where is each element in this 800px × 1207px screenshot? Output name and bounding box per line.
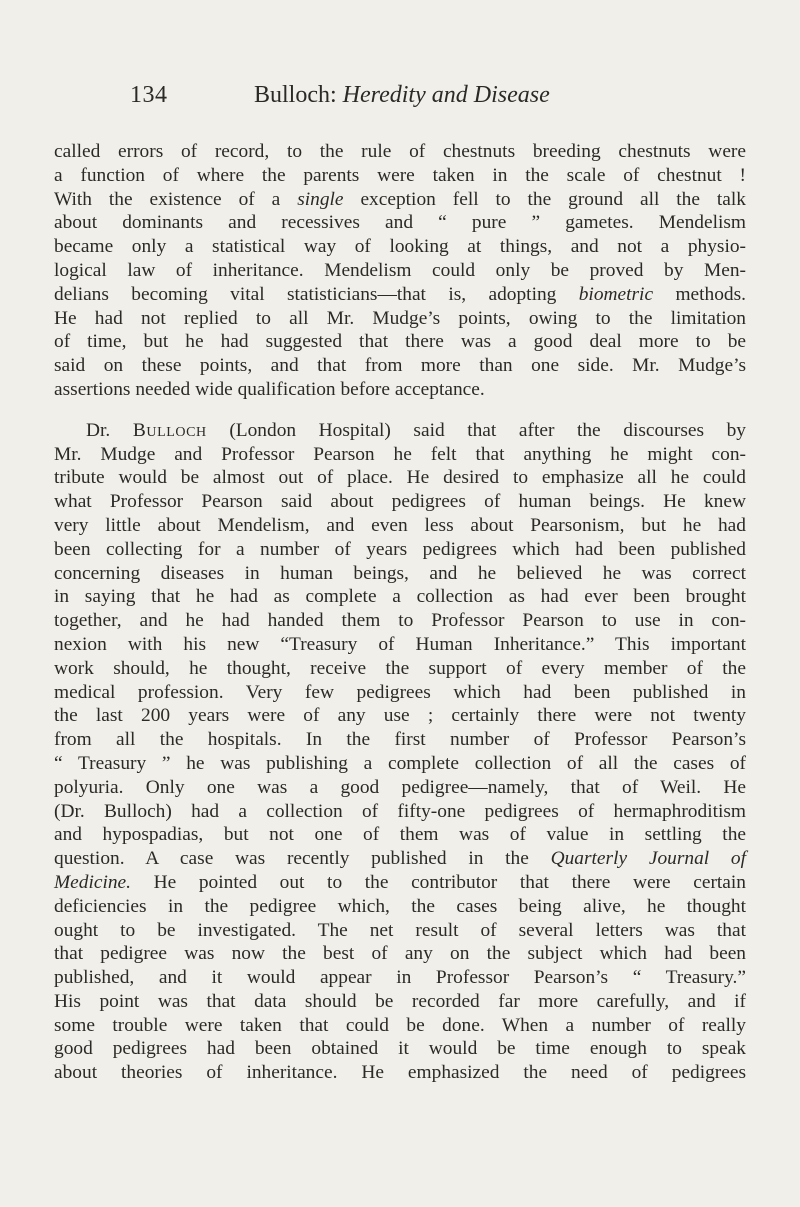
text-run: With the existence of a bbox=[54, 188, 298, 210]
text-line: and hypospadias, but not one of them was of value in settling the bbox=[54, 824, 746, 846]
text-line: called errors of record, to the rule of chestnuts breeding chestnuts were bbox=[54, 141, 746, 162]
text-line: deficiencies in the pedigree which, the cases being alive, he thought bbox=[54, 895, 746, 917]
speaker-name: Bulloch bbox=[132, 419, 207, 441]
text-line: a function of where the parents were taken in the scale of chestnut ! bbox=[54, 164, 746, 186]
text-line: polyuria. Only one was a good pedigree—namely, that of Weil. He bbox=[54, 776, 746, 798]
text-run: Dr. bbox=[86, 419, 133, 441]
text-run: He pointed out to the contributor that there were certain bbox=[131, 871, 746, 893]
text-line bbox=[54, 188, 746, 212]
body-text bbox=[54, 140, 746, 1085]
text-line: became only a statistical way of looking at things, and not a physio- bbox=[54, 236, 746, 258]
text-line bbox=[54, 847, 746, 871]
emphasis-biometric: biometric bbox=[578, 283, 654, 305]
text-line: about theories of inheritance. He emphasized the need of pedigrees bbox=[54, 1062, 746, 1084]
text-line bbox=[54, 871, 746, 895]
text-line: published, and it would appear in Professor Pearson’s “ Treasury.” bbox=[54, 967, 746, 989]
text-line: Mr. Mudge and Professor Pearson he felt that anything he might con- bbox=[54, 443, 746, 465]
paragraph-2 bbox=[54, 419, 746, 1085]
text-line: the last 200 years were of any use ; certainly there were not twenty bbox=[54, 705, 746, 727]
text-line: (Dr. Bulloch) had a collection of fifty-one pedigrees of hermaphroditism bbox=[54, 800, 746, 822]
text-line: tribute would be almost out of place. He desired to emphasize all he could bbox=[54, 467, 746, 489]
text-line: that pedigree was now the best of any on the subject which had been bbox=[54, 943, 746, 965]
paragraph-gap bbox=[54, 402, 746, 419]
text-line: some trouble were taken that could be done. When a number of really bbox=[54, 1014, 746, 1036]
text-line: His point was that data should be recorded far more carefully, and if bbox=[54, 990, 746, 1012]
journal-title: Quarterly Journal of bbox=[550, 848, 746, 870]
text-line: been collecting for a number of years pedigrees which had been published bbox=[54, 538, 746, 560]
text-line: what Professor Pearson said about pedigrees of human beings. He knew bbox=[54, 491, 746, 513]
text-run: delians becoming vital statisticians—that is, adopting bbox=[54, 283, 579, 305]
text-run: exception fell to the ground all the talk bbox=[343, 188, 746, 210]
text-run: (London Hospital) said that after the discourses by bbox=[206, 419, 746, 441]
text-line: concerning diseases in human beings, and he believed he was correct bbox=[54, 562, 746, 584]
text-line: medical profession. Very few pedigrees which had been published in bbox=[54, 681, 746, 703]
text-line bbox=[54, 419, 746, 443]
text-line: in saying that he had as complete a collection as had ever been brought bbox=[54, 586, 746, 608]
text-run: methods. bbox=[653, 283, 746, 305]
text-line: from all the hospitals. In the first number of Professor Pearson’s bbox=[54, 729, 746, 751]
text-line: assertions needed wide qualification before acceptance. bbox=[54, 378, 485, 400]
text-line: together, and he had handed them to Professor Pearson to use in con- bbox=[54, 610, 746, 632]
running-head-author: Bulloch bbox=[254, 82, 330, 108]
text-line: said on these points, and that from more than one side. Mr. Mudge’s bbox=[54, 355, 746, 377]
running-head-separator: : bbox=[330, 82, 343, 108]
journal-title: Medicine. bbox=[54, 871, 131, 893]
text-line: very little about Mendelism, and even less about Pearsonism, but he had bbox=[54, 514, 746, 536]
page-number: 134 bbox=[130, 82, 168, 108]
running-head-title: Heredity and Disease bbox=[342, 82, 550, 108]
text-line: work should, he thought, receive the support of every member of the bbox=[54, 657, 746, 679]
text-line: He had not replied to all Mr. Mudge’s points, owing to the limitation bbox=[54, 307, 746, 329]
text-line: of time, but he had suggested that there was a good deal more to be bbox=[54, 331, 746, 353]
text-line: nexion with his new “Treasury of Human Inheritance.” This important bbox=[54, 633, 746, 655]
text-line: ought to be investigated. The net result of several letters was that bbox=[54, 919, 746, 941]
text-run: question. A case was recently published in the bbox=[54, 848, 551, 870]
text-line: “ Treasury ” he was publishing a complete collection of all the cases of bbox=[54, 752, 746, 774]
emphasis-single: single bbox=[297, 188, 344, 210]
text-line: good pedigrees had been obtained it would be time enough to speak bbox=[54, 1038, 746, 1060]
paragraph-1 bbox=[54, 140, 746, 402]
running-head bbox=[254, 82, 550, 109]
text-line: logical law of inheritance. Mendelism could only be proved by Men- bbox=[54, 259, 746, 281]
text-line: about dominants and recessives and “ pure ” gametes. Mendelism bbox=[54, 212, 746, 234]
text-line bbox=[54, 283, 746, 307]
